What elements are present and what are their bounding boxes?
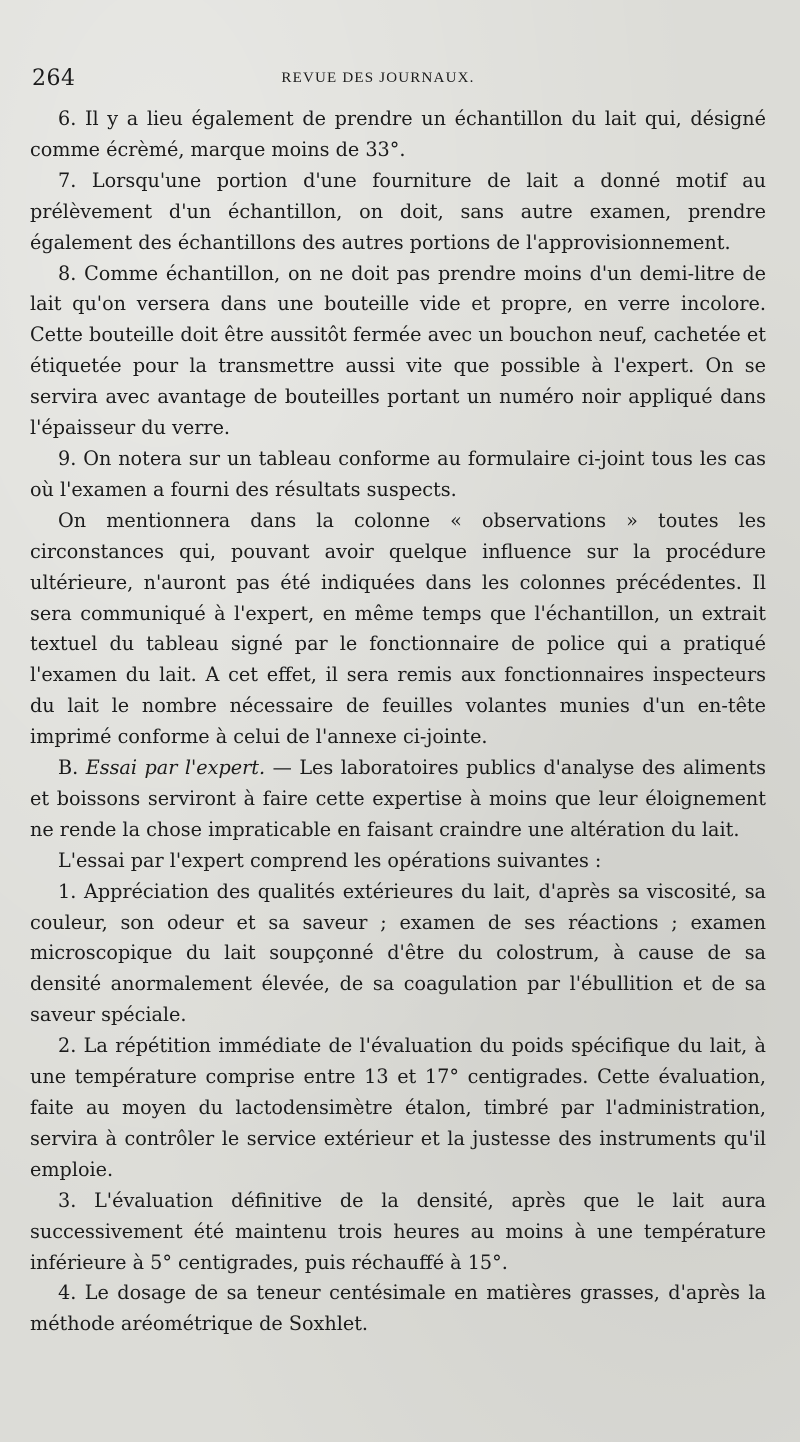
body-text [30, 104, 766, 1340]
section-b-paragraph [30, 753, 766, 846]
paragraph-item-9: 9. On notera sur un tableau conforme au formulaire ci-joint tous les cas où l'examen a fourni des résultats suspects. [30, 446, 766, 501]
paragraph-item-8: 8. Comme échantillon, on ne doit pas prendre moins d'un demi-litre de lait qu'on versera dans une bouteille vide et propre, en verre incolore. Cette bouteille doit être aussitôt fermée avec un bouchon neuf, cachetée et étiquetée pour la transmettre aussi vite que possible à l'expert. On se servira avec avantage de bouteilles portant un numéro noir appliqué dans l'épaisseur du verre. [30, 261, 766, 440]
paragraph-operation-2: 2. La répétition immédiate de l'évaluation du poids spécifique du lait, à une température comprise entre 13 et 17° centigrades. Cette évaluation, faite au moyen du lactodensimètre étalon, timbré par l'administration, servira à contrôler le service extérieur et la justesse des instruments qu'il emploie. [30, 1034, 766, 1181]
page-header [30, 64, 766, 94]
running-title: REVUE DES JOURNAUX. [281, 70, 475, 86]
paragraph-observations: On mentionnera dans la colonne « observations » toutes les circonstances qui, pouvant avoir quelque influence sur la procédure ultérieure, n'auront pas été indiquées dans les colonnes précédentes. Il sera communiqué à l'expert, en même temps que l'échantillon, un extrait textuel du tableau signé par le fonctionnaire de police qui a pratiqué l'examen du lait. A cet effet, il sera remis aux fonctionnaires inspecteurs du lait le nombre nécessaire de feuilles volantes munies d'un en-tête imprimé conforme à celui de l'annexe ci-jointe. [30, 508, 766, 749]
section-b-title: Essai par l'expert. [85, 756, 266, 780]
paragraph-item-7: 7. Lorsqu'une portion d'une fourniture de lait a donné motif au prélèvement d'un échantillon, on doit, sans autre examen, prendre également des échantillons des autres portions de l'approvisionnement. [30, 168, 766, 254]
section-b-prefix: B. [58, 756, 79, 780]
page-number: 264 [32, 66, 76, 91]
paragraph-operation-1: 1. Appréciation des qualités extérieures du lait, d'après sa viscosité, sa couleur, son odeur et sa saveur ; examen de ses réactions ; examen microscopique du lait soupçonné d'être du colostrum, à cause de sa densité anormalement élevée, de sa coagulation par l'ébullition et de sa saveur spéciale. [30, 879, 766, 1027]
section-b-text: — Les laboratoires publics d'analyse des aliments et boissons serviront à faire cette expertise à moins que leur éloignement ne rende la chose impraticable en faisant craindre une altération du lait. [30, 756, 766, 841]
paragraph-operation-3: 3. L'évaluation définitive de la densité, après que le lait aura successivement été maintenu trois heures au moins à une température inférieure à 5° centigrades, puis réchauffé à 15°. [30, 1188, 766, 1274]
paragraph-operation-4: 4. Le dosage de sa teneur centésimale en matières grasses, d'après la méthode aréométrique de Soxhlet. [30, 1281, 766, 1336]
paragraph-operations-intro: L'essai par l'expert comprend les opérations suivantes : [58, 848, 602, 872]
paragraph-item-6: 6. Il y a lieu également de prendre un échantillon du lait qui, désigné comme écrèmé, marque moins de 33°. [30, 107, 766, 161]
